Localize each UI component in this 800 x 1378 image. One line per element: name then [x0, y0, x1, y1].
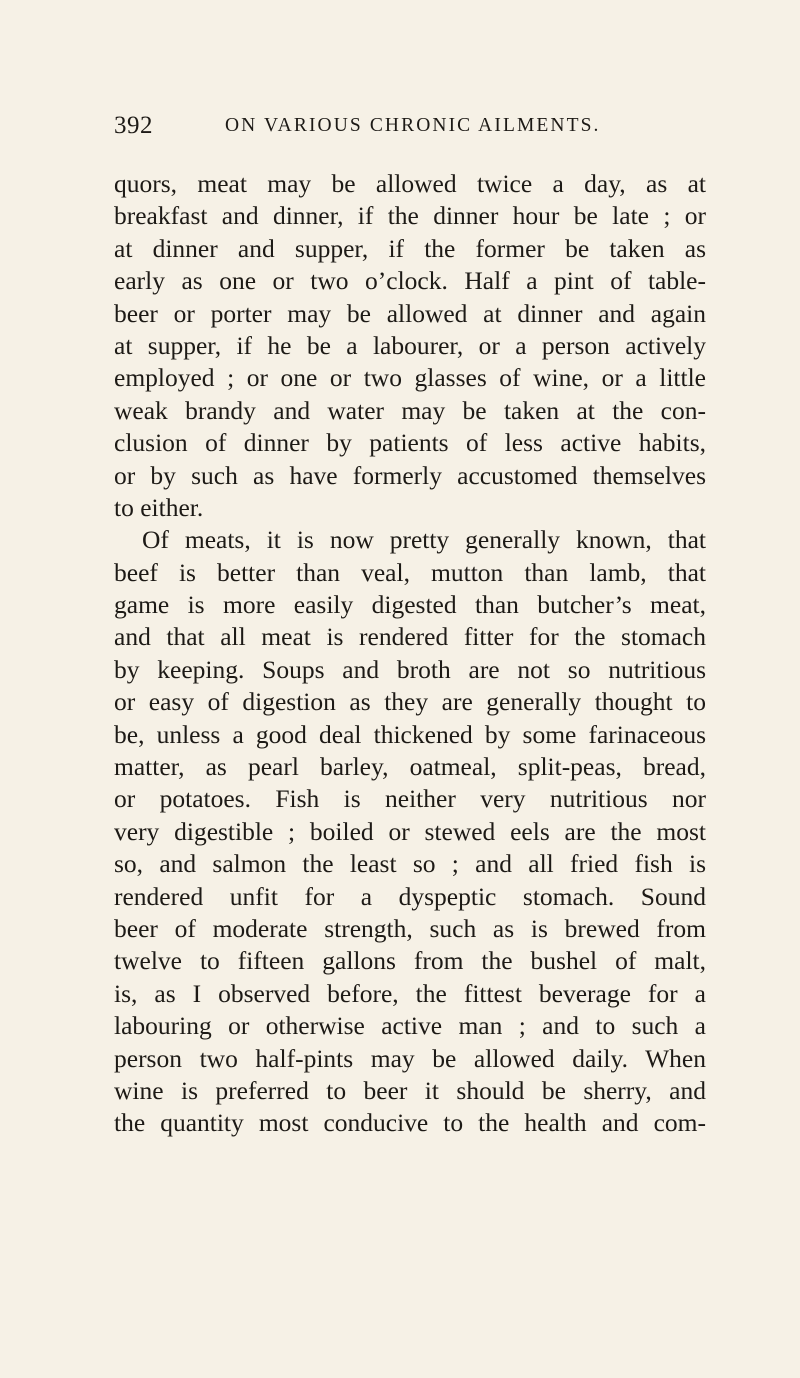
text-line: beef is better than veal, mutton than lamb, that — [114, 557, 706, 587]
page-number: 392 — [114, 112, 153, 139]
text-line: at dinner and supper, if the former be taken as — [114, 233, 706, 263]
running-head — [114, 112, 706, 142]
body-text — [114, 168, 706, 1140]
text-line: early as one or two o’clock. Half a pint of table- — [114, 266, 706, 296]
text-line: person two half-pints may be allowed daily. When — [114, 1043, 706, 1073]
text-line: matter, as pearl barley, oatmeal, split-peas, bread, — [114, 752, 706, 782]
text-line: weak brandy and water may be taken at the con- — [114, 395, 706, 425]
text-line: is, as I observed before, the fittest beverage for a — [114, 978, 706, 1008]
text-line: labouring or otherwise active man ; and to such a — [114, 1011, 706, 1041]
text-line: breakfast and dinner, if the dinner hour be late ; or — [114, 201, 706, 231]
text-line: so, and salmon the least so ; and all fried fish is — [114, 849, 706, 879]
text-line: employed ; or one or two glasses of wine, or a little — [114, 363, 706, 393]
text-line: quors, meat may be allowed twice a day, as at — [114, 169, 706, 198]
text-line: wine is preferred to beer it should be sherry, and — [114, 1075, 706, 1105]
text-line: beer of moderate strength, such as is brewed from — [114, 913, 706, 943]
text-line: at supper, if he be a labourer, or a person actively — [114, 330, 706, 360]
running-title: ON VARIOUS CHRONIC AILMENTS. — [225, 115, 601, 136]
paragraph-start-line: Of meats, it is now pretty generally known, that — [142, 525, 706, 555]
text-line: or by such as have formerly accustomed themselves — [114, 460, 706, 490]
text-line: or potatoes. Fish is neither very nutritious nor — [114, 784, 706, 814]
text-line: very digestible ; boiled or stewed eels are the most — [114, 816, 706, 846]
text-line: clusion of dinner by patients of less active habits, — [114, 428, 706, 458]
text-line: rendered unfit for a dyspeptic stomach. Sound — [114, 881, 706, 911]
text-line: the quantity most conducive to the health and com- — [114, 1108, 706, 1138]
text-line: game is more easily digested than butcher’s meat, — [114, 590, 706, 620]
text-line: by keeping. Soups and broth are not so nutritious — [114, 654, 706, 684]
paragraph-end-line: to either. — [114, 492, 204, 522]
text-line: be, unless a good deal thickened by some farinaceous — [114, 719, 706, 749]
text-line: or easy of digestion as they are generally thought to — [114, 687, 706, 717]
text-line: and that all meat is rendered fitter for the stomach — [114, 622, 706, 652]
text-line: beer or porter may be allowed at dinner and again — [114, 298, 706, 328]
text-line: twelve to fifteen gallons from the bushel of malt, — [114, 946, 706, 976]
